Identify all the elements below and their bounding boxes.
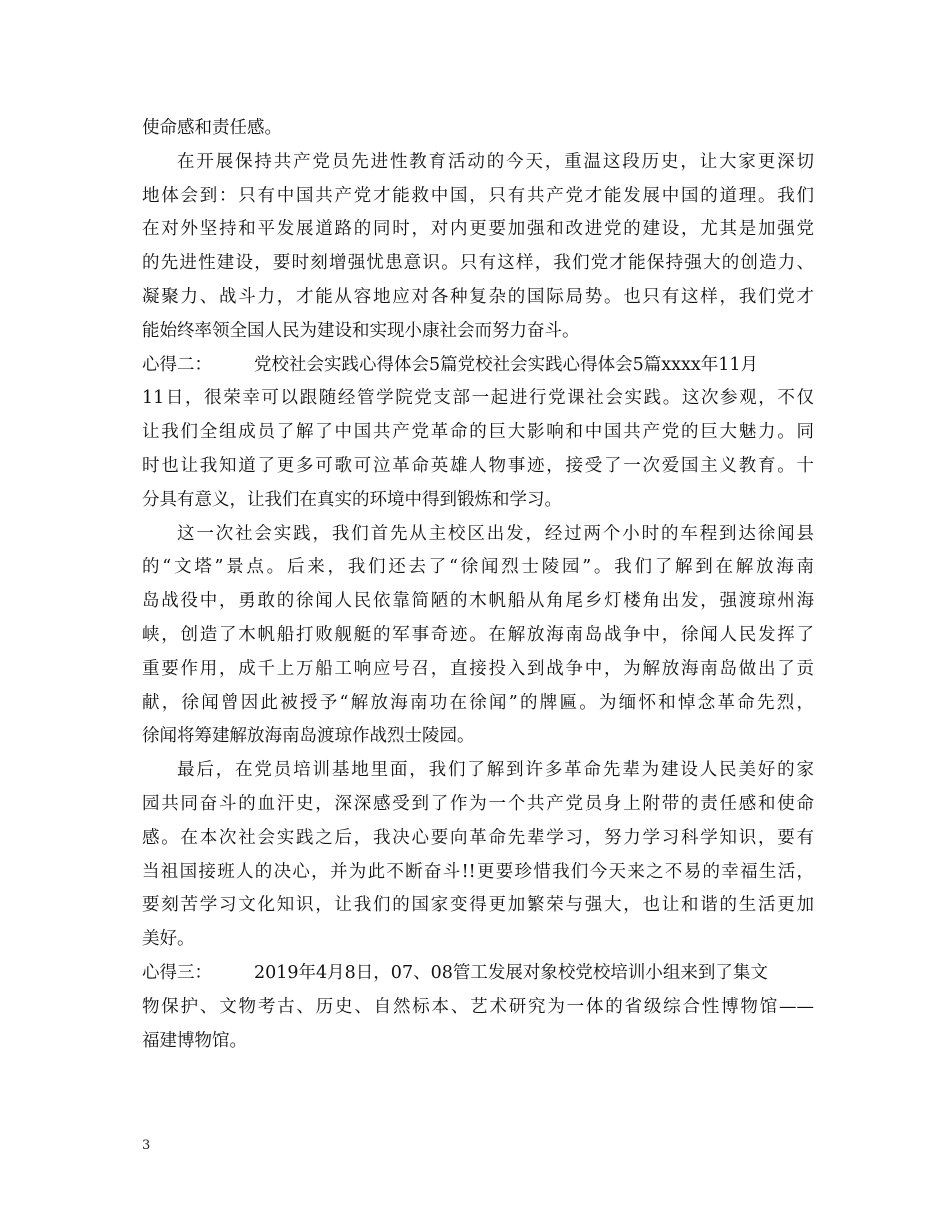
text-line: 重要作用，成千上万船工响应号召，直接投入到战争中，为解放海南岛做出了贡: [142, 658, 814, 679]
section-heading-3: [142, 957, 814, 991]
paragraph-group-3: [142, 991, 814, 1059]
text-line: 地体会到：只有中国共产党才能救中国，只有共产党才能发展中国的道理。我们: [142, 185, 814, 206]
text-line: 岛战役中，勇敢的徐闻人民依靠简陋的木帆船从角尾乡灯楼角出发，强渡琼州海: [142, 591, 814, 612]
text-line: 徐闻将筹建解放海南岛渡琼作战烈士陵园。: [142, 726, 475, 747]
text-line: 当祖国接班人的决心，并为此不断奋斗!!更要珍惜我们今天来之不易的幸福生活，: [142, 861, 814, 882]
section-label-3: 心得三：: [142, 962, 212, 983]
section-text-3: 2019年4月8日，07、08管工发展对象校党校培训小组来到了集文: [254, 962, 768, 983]
text-line: 分具有意义，让我们在真实的环境中得到锻炼和学习。: [142, 489, 562, 510]
text-line: 献，徐闻曾因此被授予“解放海南功在徐闻”的牌匾。为缅怀和悼念革命先烈，: [142, 692, 814, 713]
paragraph-group-2: [142, 382, 814, 957]
text-line: 在对外坚持和平发展道路的同时，对内更要加强和改进党的建设，尤其是加强党: [142, 219, 814, 240]
text-line: 物保护、文物考古、历史、自然标本、艺术研究为一体的省级综合性博物馆——: [142, 996, 814, 1017]
text-line: 时也让我知道了更多可歌可泣革命英雄人物事迹，接受了一次爱国主义教育。十: [142, 455, 814, 476]
text-line: 能始终率领全国人民为建设和实现小康社会而努力奋斗。: [142, 320, 580, 341]
paragraph-group-1: [142, 112, 814, 349]
text-line: 凝聚力、战斗力，才能从容地应对各种复杂的国际局势。也只有这样，我们党才: [142, 286, 814, 307]
text-line: 让我们全组成员了解了中国共产党革命的巨大影响和中国共产党的巨大魅力。同: [142, 422, 814, 443]
text-line: 要刻苦学习文化知识，让我们的国家变得更加繁荣与强大，也让和谐的生活更加: [142, 895, 814, 916]
text-line: 这一次社会实践，我们首先从主校区出发，经过两个小时的车程到达徐闻县: [177, 523, 814, 544]
text-line: 的先进性建设，要时刻增强忧患意识。只有这样，我们党才能保持强大的创造力、: [142, 253, 814, 274]
text-line: 园共同奋斗的血汗史，深深感受到了作为一个共产党员身上附带的责任感和使命: [142, 793, 814, 814]
text-line: 福建博物馆。: [142, 1030, 247, 1051]
text-line: 使命感和责任感。: [142, 118, 282, 138]
body-text: [142, 112, 814, 1058]
section-label-2: 心得二：: [142, 354, 212, 375]
text-line: 美好。: [142, 929, 195, 950]
text-line: 峡，创造了木帆船打败舰艇的军事奇迹。在解放海南岛战争中，徐闻人民发挥了: [142, 624, 814, 645]
text-line: 11日，很荣幸可以跟随经管学院党支部一起进行党课社会实践。这次参观，不仅: [142, 388, 814, 409]
text-line: 的“文塔”景点。后来，我们还去了“徐闻烈士陵园”。我们了解到在解放海南: [142, 557, 814, 578]
text-line: 在开展保持共产党员先进性教育活动的今天，重温这段历史，让大家更深切: [177, 151, 814, 172]
text-line: 最后，在党员培训基地里面，我们了解到许多革命先辈为建设人民美好的家: [177, 760, 814, 781]
page-number: 3: [142, 1138, 151, 1153]
section-text-2: 党校社会实践心得体会5篇党校社会实践心得体会5篇xxxx年11月: [254, 354, 759, 375]
text-line: 感。在本次社会实践之后，我决心要向革命先辈学习，努力学习科学知识，要有: [142, 827, 814, 848]
section-heading-2: [142, 349, 814, 383]
